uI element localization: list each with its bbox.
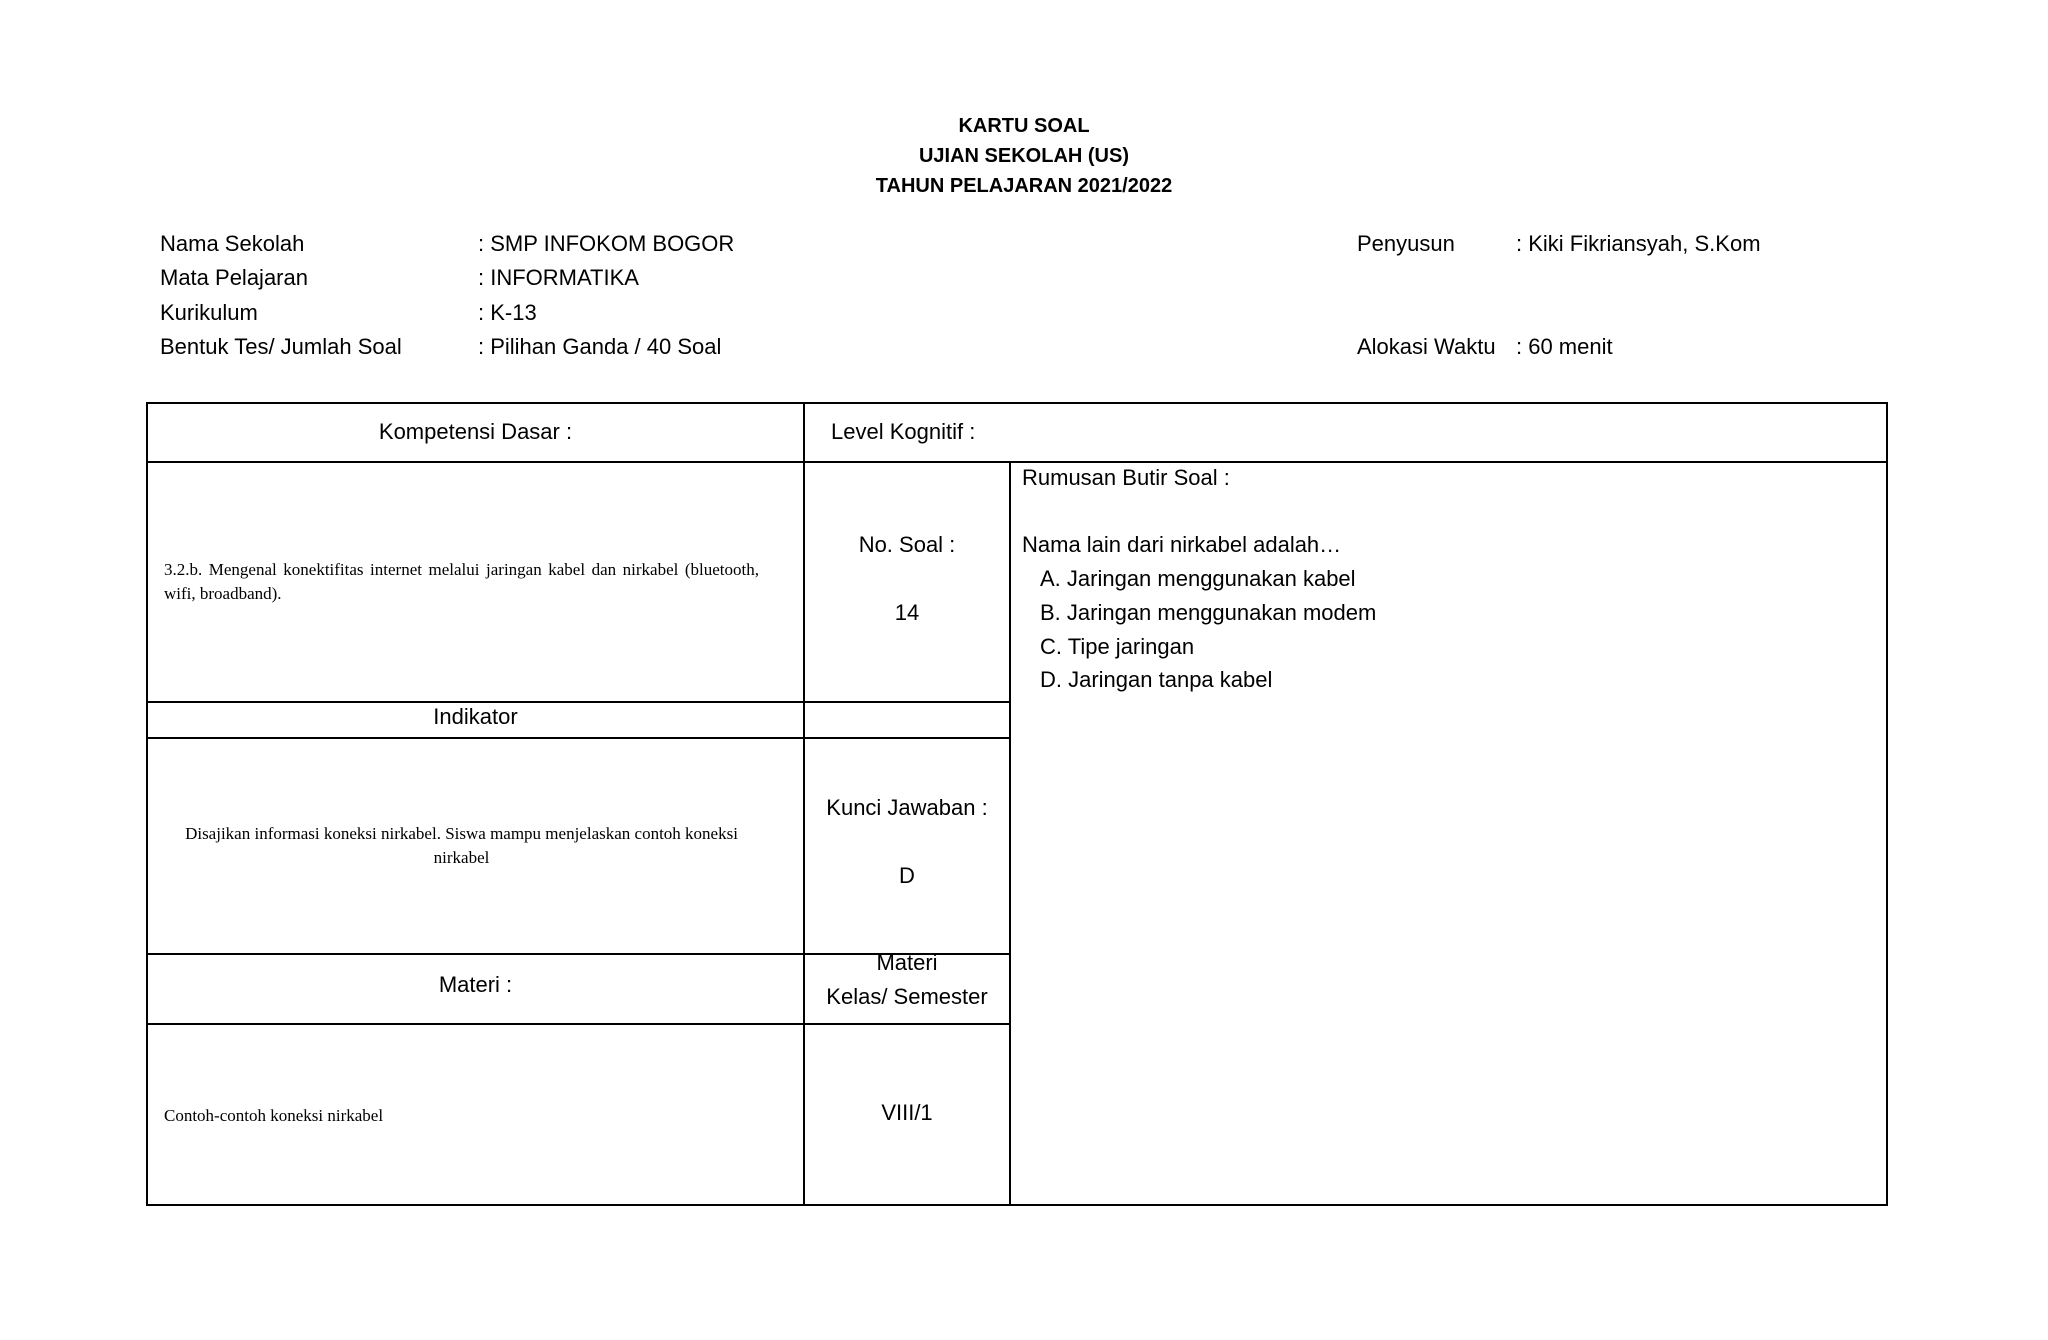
kd-text: 3.2.b. Mengenal konektifitas internet melalui jaringan kabel dan nirkabel (bluetooth, wifi, broadband). [164, 560, 759, 603]
rumusan-label: Rumusan Butir Soal : [1022, 465, 1230, 490]
question-card-table [146, 402, 1888, 1206]
indikator-text: Disajikan informasi koneksi nirkabel. Siswa mampu menjelaskan contoh koneksi nirkabel [185, 824, 738, 867]
row-divider-kd [148, 701, 1011, 703]
level-kognitif-header: Level Kognitif : [831, 419, 976, 444]
option-c: C. Tipe jaringan [1040, 634, 1195, 659]
school-value: : SMP INFOKOM BOGOR [478, 231, 735, 256]
kunci-value: D [899, 863, 915, 888]
option-b: B. Jaringan menggunakan modem [1040, 600, 1377, 625]
curriculum-value: : K-13 [478, 300, 537, 325]
test-label: Bentuk Tes/ Jumlah Soal [160, 334, 402, 359]
kelas-label-materi: Materi [876, 950, 938, 975]
kelas-semester-label: Kelas/ Semester [826, 984, 988, 1009]
header-row-divider [148, 461, 1886, 463]
kunci-label: Kunci Jawaban : [826, 795, 988, 820]
subject-label: Mata Pelajaran [160, 265, 308, 290]
indikator-label: Indikator [433, 704, 518, 729]
question-text: Nama lain dari nirkabel adalah… [1022, 532, 1342, 557]
title-tahun-pelajaran: TAHUN PELAJARAN 2021/2022 [875, 175, 1173, 197]
test-value: : Pilihan Ganda / 40 Soal [478, 334, 722, 359]
subject-value: : INFORMATIKA [478, 265, 639, 290]
materi-text: Contoh-contoh koneksi nirkabel [164, 1106, 384, 1125]
title-ujian-sekolah: UJIAN SEKOLAH (US) [918, 145, 1129, 167]
materi-label: Materi : [438, 972, 513, 997]
kd-header: Kompetensi Dasar : [378, 419, 573, 444]
title-kartu-soal: KARTU SOAL [958, 115, 1090, 137]
kelas-value: VIII/1 [881, 1100, 933, 1125]
author-value: : Kiki Fikriansyah, S.Kom [1516, 231, 1761, 256]
no-soal-label: No. Soal : [858, 532, 956, 557]
time-label: Alokasi Waktu [1357, 334, 1496, 359]
time-value: : 60 menit [1516, 334, 1613, 359]
row-divider-indikator [148, 737, 1011, 739]
option-d: D. Jaringan tanpa kabel [1040, 667, 1273, 692]
option-a: A. Jaringan menggunakan kabel [1040, 566, 1356, 591]
row-divider-materi [148, 1023, 1011, 1025]
school-label: Nama Sekolah [160, 231, 305, 256]
author-label: Penyusun [1357, 231, 1455, 256]
no-soal-value: 14 [894, 600, 920, 625]
col-divider-2 [1009, 463, 1011, 1204]
curriculum-label: Kurikulum [160, 300, 258, 325]
